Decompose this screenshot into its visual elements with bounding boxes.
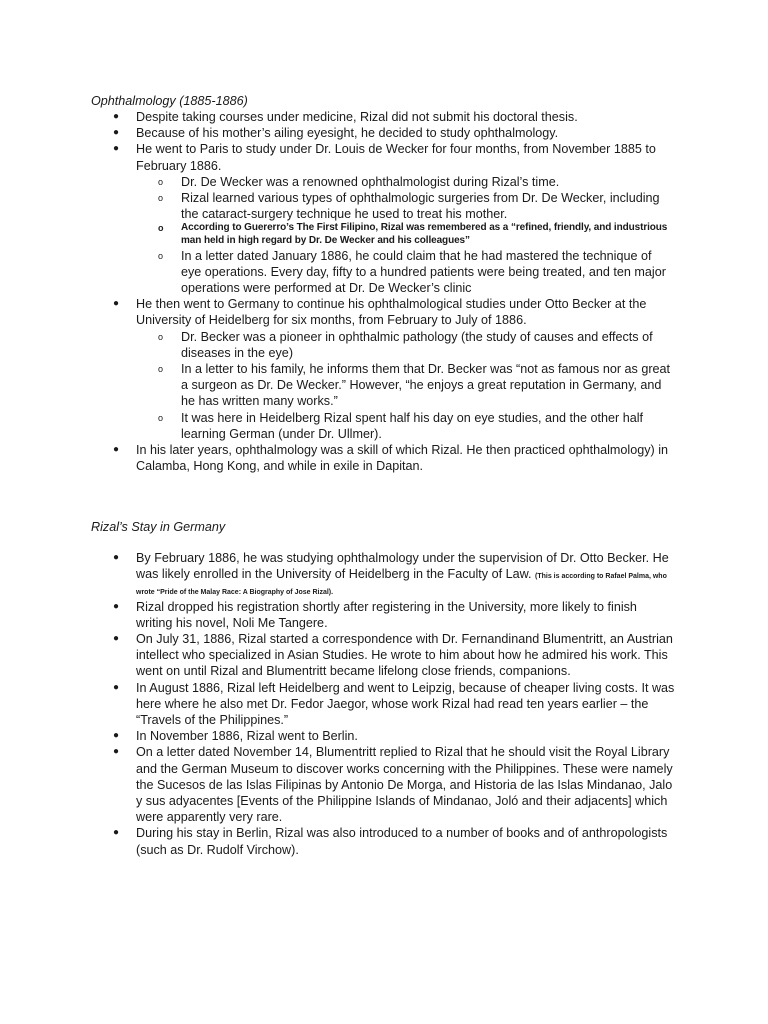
circle-bullet-icon: o [158,412,164,423]
sublist-item [158,248,675,297]
list-item [0,109,676,125]
bullet-icon: ● [113,600,120,612]
sublist-item-text: It was here in Heidelberg Rizal spent half his day on eye studies, and the other half learning German (under Dr. Ullmer). [181,410,644,441]
sublist-item-text: According to Guererro’s The First Filipino, Rizal was remembered as a “refined, friendly, and industrious man held in high regard by Dr. De Wecker and his colleagues” [181,222,668,247]
list-item [0,296,676,442]
bullet-icon: ● [113,552,120,563]
bullet-icon: ● [113,681,120,693]
sublist-item [158,329,675,361]
list-item-text: Because of his mother’s ailing eyesight, he decided to study ophthalmology. [136,126,559,141]
sublist-item [158,410,675,442]
section-heading-ophthalmology: Ophthalmology (1885-1886) [91,94,248,108]
list-item [0,599,676,631]
section-heading-germany: Rizal’s Stay in Germany [91,520,226,534]
bullet-icon: ● [113,111,120,122]
list-item-text: In his later years, ophthalmology was a skill of which Rizal. He then practiced ophthalmology) in Calamba, Hong Kong, and while in exile in Dapitan. [136,443,668,474]
list-item [0,744,676,825]
circle-bullet-icon: o [158,223,164,234]
circle-bullet-icon: o [158,364,164,375]
sublist [136,329,676,442]
bullet-icon: ● [113,298,120,310]
sublist-item-text: In a letter to his family, he informs them that Dr. Becker was “not as famous nor as great a surgeon as Dr. De Wecker.” However, “he enjoys a great reputation in Germany, and he has written many works.” [181,362,671,409]
list-item [0,550,676,599]
list-item-text: Despite taking courses under medicine, Rizal did not submit his doctoral thesis. [136,110,578,124]
list-item [0,825,676,857]
circle-bullet-icon: o [158,250,164,261]
source-note: (This is according to Rafael Palma, who wrote “Pride of the Malay Race: A Biography of Jose Rizal). [136,573,667,597]
bullet-icon: ● [113,444,120,456]
list-item-text: On July 31, 1886, Rizal started a correspondence with Dr. Fernandinand Blumentritt, an Austrian intellect who specialized in Asian Studies. He wrote to him about how he admired his work. This went on until Rizal and Blumentritt became lifelong close friends, companions. [136,632,673,679]
list-item-text: He then went to Germany to continue his ophthalmological studies under Otto Becker at the University of Heidelberg for six months, from February to July of 1886. [136,297,647,328]
bullet-icon: ● [113,633,120,645]
sublist-item [158,190,675,222]
list-item [0,125,676,141]
circle-bullet-icon: o [158,331,164,342]
sublist-item-text: Rizal learned various types of ophthalmologic surgeries from Dr. De Wecker, including the cataract-surgery technique he used to treat his mother. [181,191,660,222]
list-item-text: In November 1886, Rizal went to Berlin. [136,729,358,744]
list-item-text: He went to Paris to study under Dr. Louis de Wecker for four months, from November 1885 to February 1886. [136,142,656,173]
germany-list [0,550,768,858]
list-item [0,728,676,744]
sublist [136,174,676,296]
list-item-text: On a letter dated November 14, Blumentritt replied to Rizal that he should visit the Royal Library and the German Museum to discover works concerning with the Philippines. These were namely the Sucesos de las Islas Filipinas by Antonio De Morga, and Historia de las Islas Mindanao, Jalo y sus adyacentes [Events of the Philippine Islands of Mindanao, Joló and their adjacents] which were apparently very rare. [136,745,673,825]
bullet-icon: ● [113,127,120,139]
bullet-icon: ● [113,730,120,742]
list-item-text: By February 1886, he was studying ophthalmology under the supervision of Dr. Otto Becker. He was likely enrolled in the University of Heidelberg in the Faculty of Law. [136,551,669,582]
sublist-item-text: Dr. Becker was a pioneer in ophthalmic pathology (the study of causes and effects of diseases in the eye) [181,329,653,360]
list-item [0,442,676,474]
sublist-item [158,222,675,247]
ophthalmology-list [0,109,768,474]
list-item-text: In August 1886, Rizal left Heidelberg and went to Leipzig, because of cheaper living costs. It was here where he also met Dr. Fedor Jaegor, whose work Rizal had read ten years earlier – the “Travels of the Philippines.” [136,680,675,728]
sublist-item [158,174,675,190]
sublist-item [158,361,675,410]
circle-bullet-icon: o [158,176,164,187]
list-item [0,631,676,680]
bullet-icon: ● [113,827,120,839]
circle-bullet-icon: o [158,193,164,204]
sublist-item-text: In a letter dated January 1886, he could claim that he had mastered the technique of eye operations. Every day, fifty to a hundred patients were being treated, and ten major operations were performed at Dr. De Wecker’s clinic [181,248,666,296]
bullet-icon: ● [113,143,120,155]
list-item-text: During his stay in Berlin, Rizal was also introduced to a number of books and of anthropologists (such as Dr. Rudolf Virchow). [136,826,668,857]
list-item [0,141,676,296]
list-item [0,680,676,729]
list-item-text: Rizal dropped his registration shortly after registering in the University, more likely to finish writing his novel, Noli Me Tangere. [136,599,637,630]
sublist-item-text: Dr. De Wecker was a renowned ophthalmologist during Rizal’s time. [181,174,560,189]
bullet-icon: ● [113,746,120,758]
